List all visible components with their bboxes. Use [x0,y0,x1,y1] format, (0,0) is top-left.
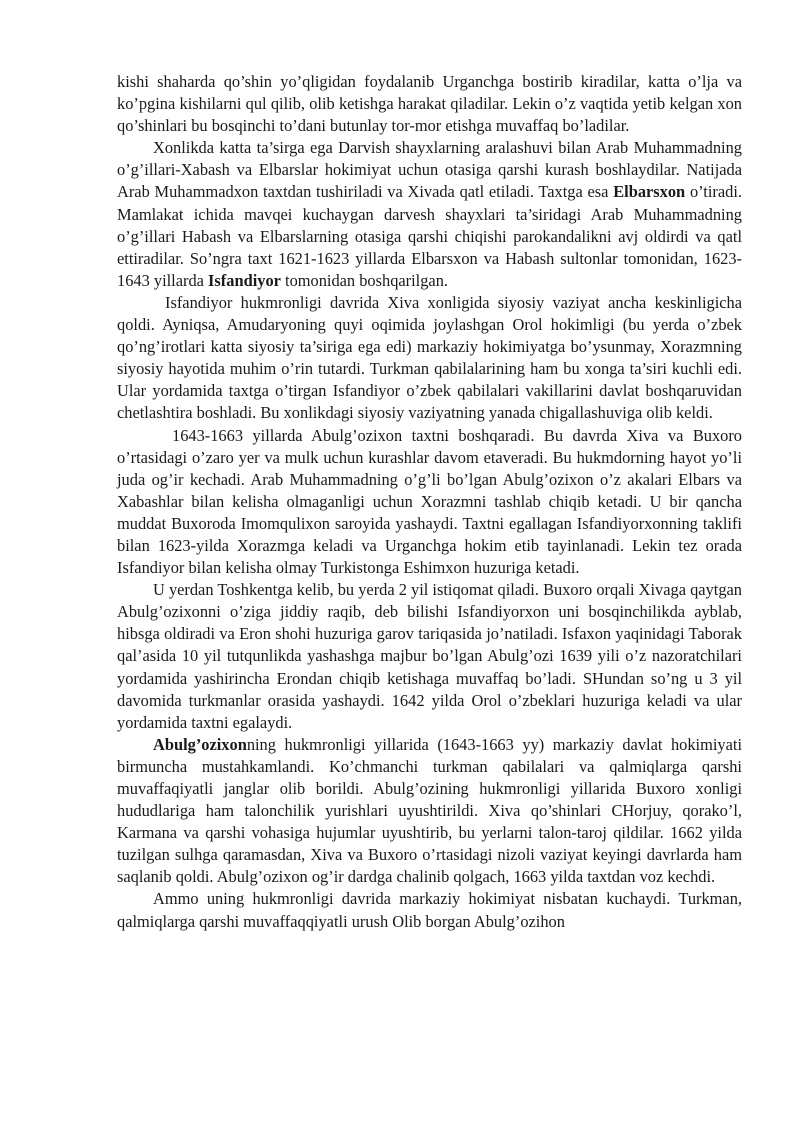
paragraph-3 [117,292,742,425]
text-run: Ammo uning hukmronligi davrida markaziy hokimiyat nisbatan kuchaydi. Turkman, qalmiqlarga qarshi muvaffaqqiyatli urush Olib borgan Abulg’ozihon [117,889,742,931]
text-run: 1643-1663 yillarda Abulg’ozixon taxtni boshqaradi. Bu davrda Xiva va Buxoro o’rtasidagi o’zaro yer va mulk uchun kurashlar davom etaveradi. Bu hukmdorning hayot yo’li juda og’ir kechadi. Arab Muhammadning o’g’li bo’lgan Abulg’ozixon o’z akalari Elbars va Xabashlar bilan kelisha olmaganligi uchun Xorazmni tashlab chiqib ketadi. U bir qancha muddat Buxoroda Imomqulixon saroyida yashaydi. Taxtni egallagan Isfandiyorxonning taklifi bilan 1623-yilda Xorazmga keladi va Urganchga hokim etib tayinlanadi. Lekin tez orada Isfandiyor bilan kelisha olmay Turkistonga Eshimxon huzuriga ketadi. [117,425,742,578]
paragraph-1 [117,71,742,137]
text-run: U yerdan Toshkentga kelib, bu yerda 2 yil istiqomat qiladi. Buxoro orqali Xivaga qaytgan Abulg’ozixonni o’ziga jiddiy raqib, deb bilishi Isfandiyorxon uni bosqinchilikda ayblab, hibsga oldiradi va Eron shohi huzuriga garov tariqasida jo’natiladi. Isfaxon yaqinidagi Taborak qal’asida 10 yil tutqunlikda yashashga majbur bo’lgan Abulg’ozi 1639 yili o’z nazoratchilari yordamida yashirincha Erondan chiqib ketishaga muvaffaq bo’ladi. SHundan so’ng u 3 yil davomida turkmanlar orasida yashaydi. 1642 yilda Orol o’zbeklari huzuriga keladi va ular yordamida taxtni egalaydi. [117,580,742,732]
bold-term: Isfandiyor [208,270,281,290]
text-run: ning hukmronligi yillarida (1643-1663 yy) markaziy davlat hokimiyati birmuncha mustahkamlandi. Ko’chmanchi turkman qabilalari va qalmiqlarga qarshi muvaffaqiyatli janglar olib borildi. Abulg’ozining hukmronligi yillarida Buxoro xonligi hududlariga ham talonchilik yurishlari uyushtirildi. Xiva qo’shinlari CHorjuy, qorako’l, Karmana va qarshi vohasiga hujumlar uyushtirib, bu yerlarni talon-taroj qildilar. 1662 yilda tuzilgan sulhga qaramasdan, Xiva va Buxoro o’rtasidagi nizoli vaziyat keyingi davrlarda ham saqlanib qoldi. Abulg’ozixon og’ir dardga chalinib qolgach, 1663 yilda taxtdan voz kechdi. [117,734,742,887]
paragraph-5 [117,579,742,734]
paragraph-2 [117,137,742,292]
paragraph-6 [117,734,742,889]
bold-term: Abulg’ozixon [153,734,247,754]
text-run: o’tiradi. Mamlakat ichida mavqei kuchaygan darvesh shayxlari ta’siridagi Arab Muhammadning o’g’illari Habash va Elbarslarning otasiga qarshi chiqishi parokandalikni avj oldirdi va qatl ettiradilar. So’ngra taxt 1621-1623 yillarda Elbarsxon va Habash sultonlar tomonidan, 1623-1643 yillarda [117,182,742,290]
text-run: Isfandiyor hukmronligi davrida Xiva xonligida siyosiy vaziyat ancha keskinligicha qoldi. Ayniqsa, Amudaryoning quyi oqimida joylashgan Orol hokimligi (bu yerda o’zbek qo’ng’irotlari katta siyosiy ta’siriga ega edi) markaziy hokimiyatga bo’ysunmay, Xorazmning siyosiy hayotida muhim o’rin tutardi. Turkman qabilalarining ham bu xonga ta’siri kuchli edi. Ular yordamida taxtga o’tirgan Isfandiyor o’zbek qabilalari vakillarini davlat boshqaruvidan chetlashtira boshladi. Bu xonlikdagi siyosiy vaziyatning yanada chigallashuviga olib keldi. [117,292,742,423]
document-page [117,71,742,933]
bold-term: Elbarsxon [613,182,686,202]
text-run: kishi shaharda qo’shin yo’qligidan foydalanib Urganchga bostirib kiradilar, katta o’lja va ko’pgina kishilarni qul qilib, olib ketishga harakat qiladilar. Lekin o’z vaqtida yetib kelgan xon qo’shinlari bu bosqinchi to’dani butunlay tor-mor etishga muvaffaq bo’ladilar. [117,72,742,136]
paragraph-4 [117,425,742,580]
text-run: tomonidan boshqarilgan. [280,270,448,290]
text-run: Xonlikda katta ta’sirga ega Darvish shayxlarning aralashuvi bilan Arab Muhammadning o’g’illari-Xabash va Elbarslar hokimiyat uchun otasiga qarshi kurash boshlaydilar. Natijada Arab Muhammadxon taxtdan tushiriladi va Xivada qatl etiladi. Taxtga esa [117,138,742,202]
paragraph-7 [117,888,742,932]
